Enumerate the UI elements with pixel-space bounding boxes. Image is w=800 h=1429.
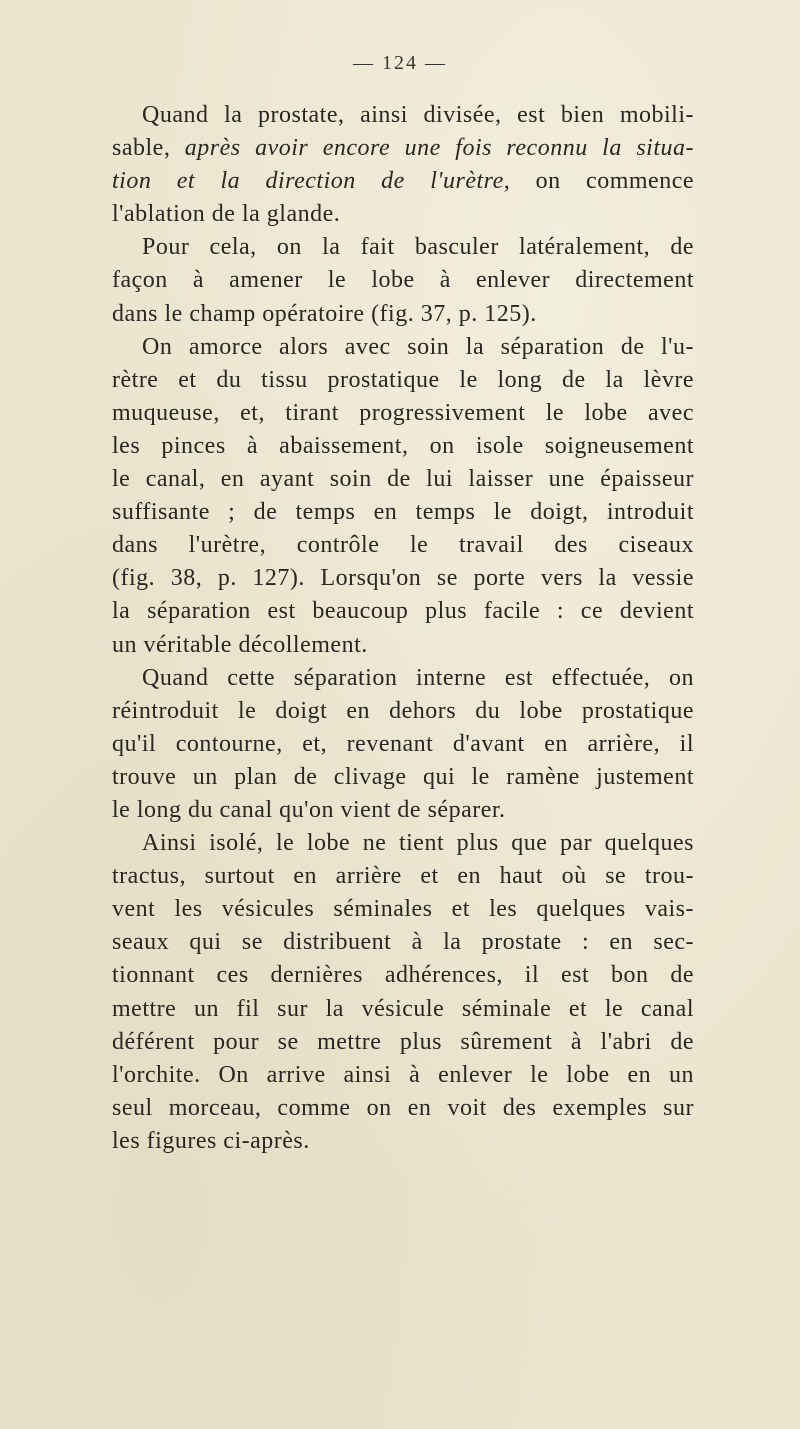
text-line: Ainsi isolé, le lobe ne tient plus que par quelques	[142, 830, 694, 857]
text-line: façon à amener le lobe à enlever directement	[112, 267, 694, 294]
paragraph	[112, 662, 694, 827]
text-line: la séparation est beaucoup plus facile : ce devient	[112, 598, 694, 625]
text-line: les pinces à abaissement, on isole soigneusement	[112, 432, 694, 459]
text-line: dans le champ opératoire (fig. 37, p. 125).	[112, 300, 537, 327]
paragraph	[112, 827, 694, 1158]
text-line: tractus, surtout en arrière et en haut où se trou-	[112, 863, 694, 890]
paragraph	[112, 99, 694, 231]
text-line: réintroduit le doigt en dehors du lobe prostatique	[112, 697, 694, 724]
text-line: le canal, en ayant soin de lui laisser une épaisseur	[112, 466, 694, 493]
text-line: seaux qui se distribuent à la prostate : en sec-	[112, 929, 694, 956]
text-line: l'orchite. On arrive ainsi à enlever le lobe en un	[112, 1061, 694, 1088]
text-line: qu'il contourne, et, revenant d'avant en arrière, il	[112, 730, 694, 757]
italic-text: tion et la direction de l'urètre,	[112, 168, 511, 195]
text-line: dans l'urètre, contrôle le travail des ciseaux	[112, 532, 694, 559]
paragraph	[112, 231, 694, 330]
paragraph	[112, 331, 694, 662]
text-line: vent les vésicules séminales et les quelques vais-	[112, 896, 694, 923]
italic-text: après avoir encore une fois reconnu la situa-	[184, 135, 694, 162]
text-line: On amorce alors avec soin la séparation de l'u-	[142, 333, 694, 360]
body-text	[112, 99, 694, 1158]
text-line: mettre un fil sur la vésicule séminale et le canal	[112, 995, 694, 1022]
text-line: l'ablation de la glande.	[112, 201, 341, 228]
text-line: Pour cela, on la fait basculer latéralement, de	[142, 234, 694, 261]
text-line: le long du canal qu'on vient de séparer.	[112, 796, 506, 823]
text-line: (fig. 38, p. 127). Lorsqu'on se porte vers la vessie	[112, 565, 694, 592]
text-line: trouve un plan de clivage qui le ramène justement	[112, 763, 694, 790]
text-line: suffisante ; de temps en temps le doigt, introduit	[112, 499, 694, 526]
text-line: muqueuse, et, tirant progressivement le lobe avec	[112, 399, 694, 426]
text-line: un véritable décollement.	[112, 631, 368, 658]
text-line: tion et la direction de l'urètre, on commence	[112, 168, 694, 195]
text-line: Quand cette séparation interne est effectuée, on	[142, 664, 694, 691]
text-line: sable, après avoir encore une fois reconnu la situa-	[112, 135, 694, 162]
text-line: seul morceau, comme on en voit des exemples sur	[112, 1094, 694, 1121]
text-line: Quand la prostate, ainsi divisée, est bien mobili-	[142, 102, 694, 128]
text-line: les figures ci-après.	[112, 1127, 310, 1154]
text-line: tionnant ces dernières adhérences, il est bon de	[112, 962, 694, 989]
text-line: rètre et du tissu prostatique le long de la lèvre	[112, 366, 694, 393]
page-number: — 124 —	[353, 52, 447, 74]
text-line: déférent pour se mettre plus sûrement à l'abri de	[112, 1028, 694, 1055]
